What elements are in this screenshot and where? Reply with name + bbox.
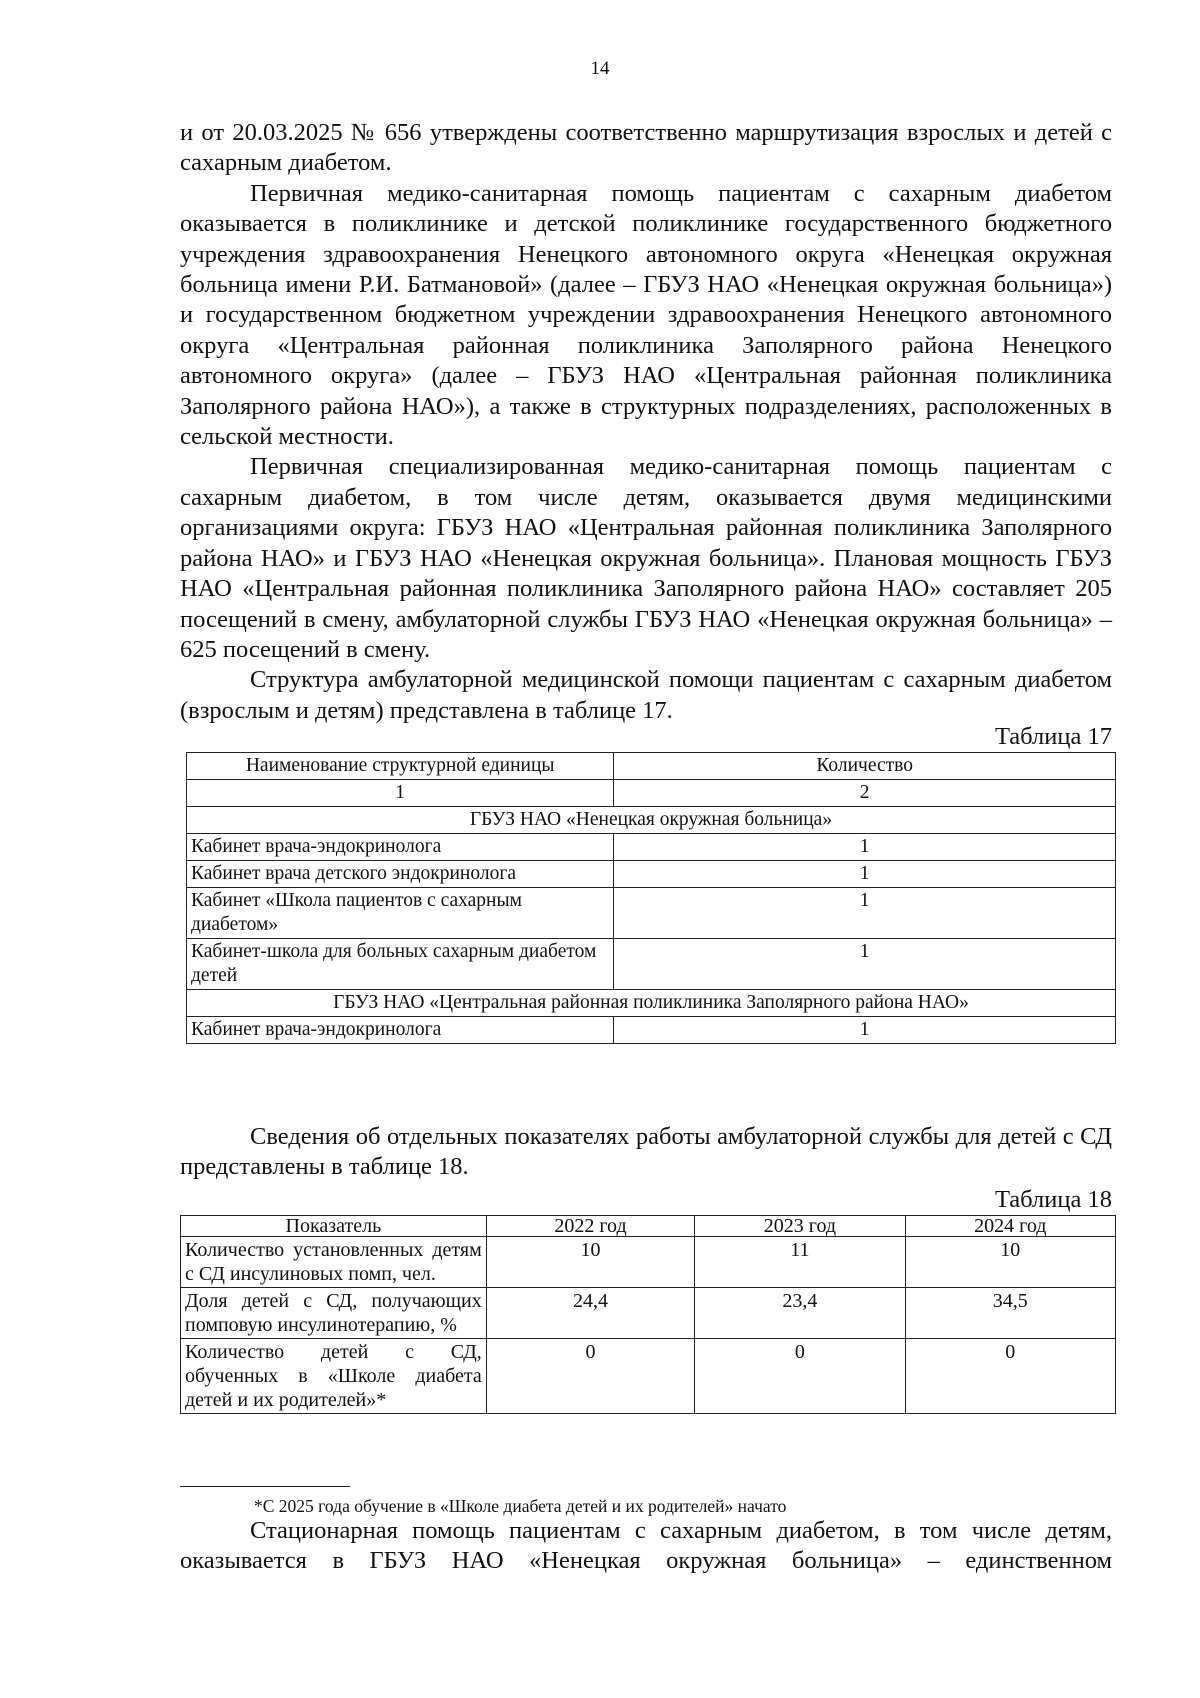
table-cell-indicator: Доля детей с СД, получающих помповую инсулинотерапию, % — [181, 1288, 487, 1339]
table-cell-value-2022: 24,4 — [486, 1288, 695, 1339]
table-cell-value-2024: 10 — [905, 1237, 1115, 1288]
table-cell-count: 1 — [614, 861, 1116, 888]
table18-caption: Таблица 18 — [994, 1186, 1112, 1213]
table17-header-count: Количество — [614, 753, 1116, 780]
table-cell-count: 1 — [614, 1017, 1116, 1044]
table17-header-name: Наименование структурной единицы — [187, 753, 614, 780]
paragraph-table18-intro: Сведения об отдельных показателях работы амбулаторной службы для детей с СД представлены в таблице 18. — [180, 1123, 1112, 1181]
table-cell-indicator: Количество установленных детям с СД инсулиновых помп, чел. — [181, 1237, 487, 1288]
table-section-row — [187, 990, 1116, 1017]
body-text-bottom — [180, 1516, 1112, 1577]
table-cell-value-2024: 0 — [905, 1339, 1115, 1414]
table17-colnum-1: 1 — [187, 780, 614, 807]
table-cell-name: Кабинет врача-эндокринолога — [187, 1017, 614, 1044]
table17-colnum-2: 2 — [614, 780, 1116, 807]
table-cell-count: 1 — [614, 939, 1116, 990]
table-row — [187, 888, 1116, 939]
table-row — [181, 1237, 1116, 1288]
body-text-middle — [180, 1122, 1112, 1183]
table17-section-okrug-hospital: ГБУЗ НАО «Ненецкая окружная больница» — [187, 807, 1116, 834]
footnote-divider — [180, 1486, 350, 1487]
table-cell-value-2023: 23,4 — [695, 1288, 905, 1339]
table-row — [187, 1017, 1116, 1044]
table-row — [187, 939, 1116, 990]
table-cell-count: 1 — [614, 888, 1116, 939]
table-cell-name: Кабинет-школа для больных сахарным диабетом детей — [187, 939, 614, 990]
table-colnum-row — [187, 780, 1116, 807]
table-cell-count: 1 — [614, 834, 1116, 861]
table-cell-name: Кабинет врача-эндокринолога — [187, 834, 614, 861]
table-cell-value-2022: 10 — [486, 1237, 695, 1288]
paragraph-specialized-care: Первичная специализированная медико-санитарная помощь пациентам с сахарным диабетом, в том числе детям, оказывается двумя медицинскими организациями округа: ГБУЗ НАО «Центральная районная поликлиника Заполярного района НАО» и ГБУЗ НАО «Ненецкая окружная больница». Плановая мощность ГБУЗ НАО «Центральная районная поликлиника Заполярного района НАО» составляет 205 посещений в смену, амбулаторной службы ГБУЗ НАО «Ненецкая окружная больница» – 625 посещений в смену. — [180, 453, 1112, 663]
table17-section-central-polyclinic: ГБУЗ НАО «Центральная районная поликлиника Заполярного района НАО» — [187, 990, 1116, 1017]
paragraph-table17-intro: Структура амбулаторной медицинской помощи пациентам с сахарным диабетом (взрослым и детям) представлена в таблице 17. — [180, 666, 1112, 724]
table-cell-value-2023: 11 — [695, 1237, 905, 1288]
table-row — [187, 861, 1116, 888]
table-cell-value-2023: 0 — [695, 1339, 905, 1414]
table17-caption: Таблица 17 — [994, 723, 1112, 750]
paragraph-inpatient-care: Стационарная помощь пациентам с сахарным диабетом, в том числе детям, оказывается в ГБУЗ НАО «Ненецкая окружная больница» – единственном — [180, 1517, 1112, 1575]
page-number: 14 — [590, 58, 610, 79]
footnote: *С 2025 года обучение в «Школе диабета детей и их родителей» начато — [254, 1496, 787, 1516]
table-header-row — [181, 1216, 1116, 1237]
table-header-row — [187, 753, 1116, 780]
table-cell-name: Кабинет «Школа пациентов с сахарным диабетом» — [187, 888, 614, 939]
table18-header-indicator: Показатель — [181, 1216, 487, 1237]
table-cell-name: Кабинет врача детского эндокринолога — [187, 861, 614, 888]
table-section-row — [187, 807, 1116, 834]
paragraph-continuation: и от 20.03.2025 № 656 утверждены соответственно маршрутизация взрослых и детей с сахарным диабетом. — [180, 119, 1112, 177]
table-cell-value-2024: 34,5 — [905, 1288, 1115, 1339]
paragraph-primary-care: Первичная медико-санитарная помощь пациентам с сахарным диабетом оказывается в поликлинике и детской поликлинике государственного бюджетного учреждения здравоохранения Ненецкого автономного округа «Ненецкая окружная больница имени Р.И. Батмановой» (далее – ГБУЗ НАО «Ненецкая окружная больница») и государственном бюджетном учреждении здравоохранения Ненецкого автономного округа «Центральная районная поликлиника Заполярного района Ненецкого автономного округа» (далее – ГБУЗ НАО «Центральная районная поликлиника Заполярного района НАО»), а также в структурных подразделениях, расположенных в сельской местности. — [180, 179, 1112, 451]
table-18 — [180, 1215, 1116, 1414]
table-row — [181, 1288, 1116, 1339]
table18-header-2024: 2024 год — [905, 1216, 1115, 1237]
table-17 — [186, 752, 1116, 1044]
table18-header-2023: 2023 год — [695, 1216, 905, 1237]
table18-header-2022: 2022 год — [486, 1216, 695, 1237]
body-text-top — [180, 118, 1112, 726]
table-row — [187, 834, 1116, 861]
table-cell-indicator: Количество детей с СД, обученных в «Школе диабета детей и их родителей»* — [181, 1339, 487, 1414]
table-row — [181, 1339, 1116, 1414]
table-cell-value-2022: 0 — [486, 1339, 695, 1414]
